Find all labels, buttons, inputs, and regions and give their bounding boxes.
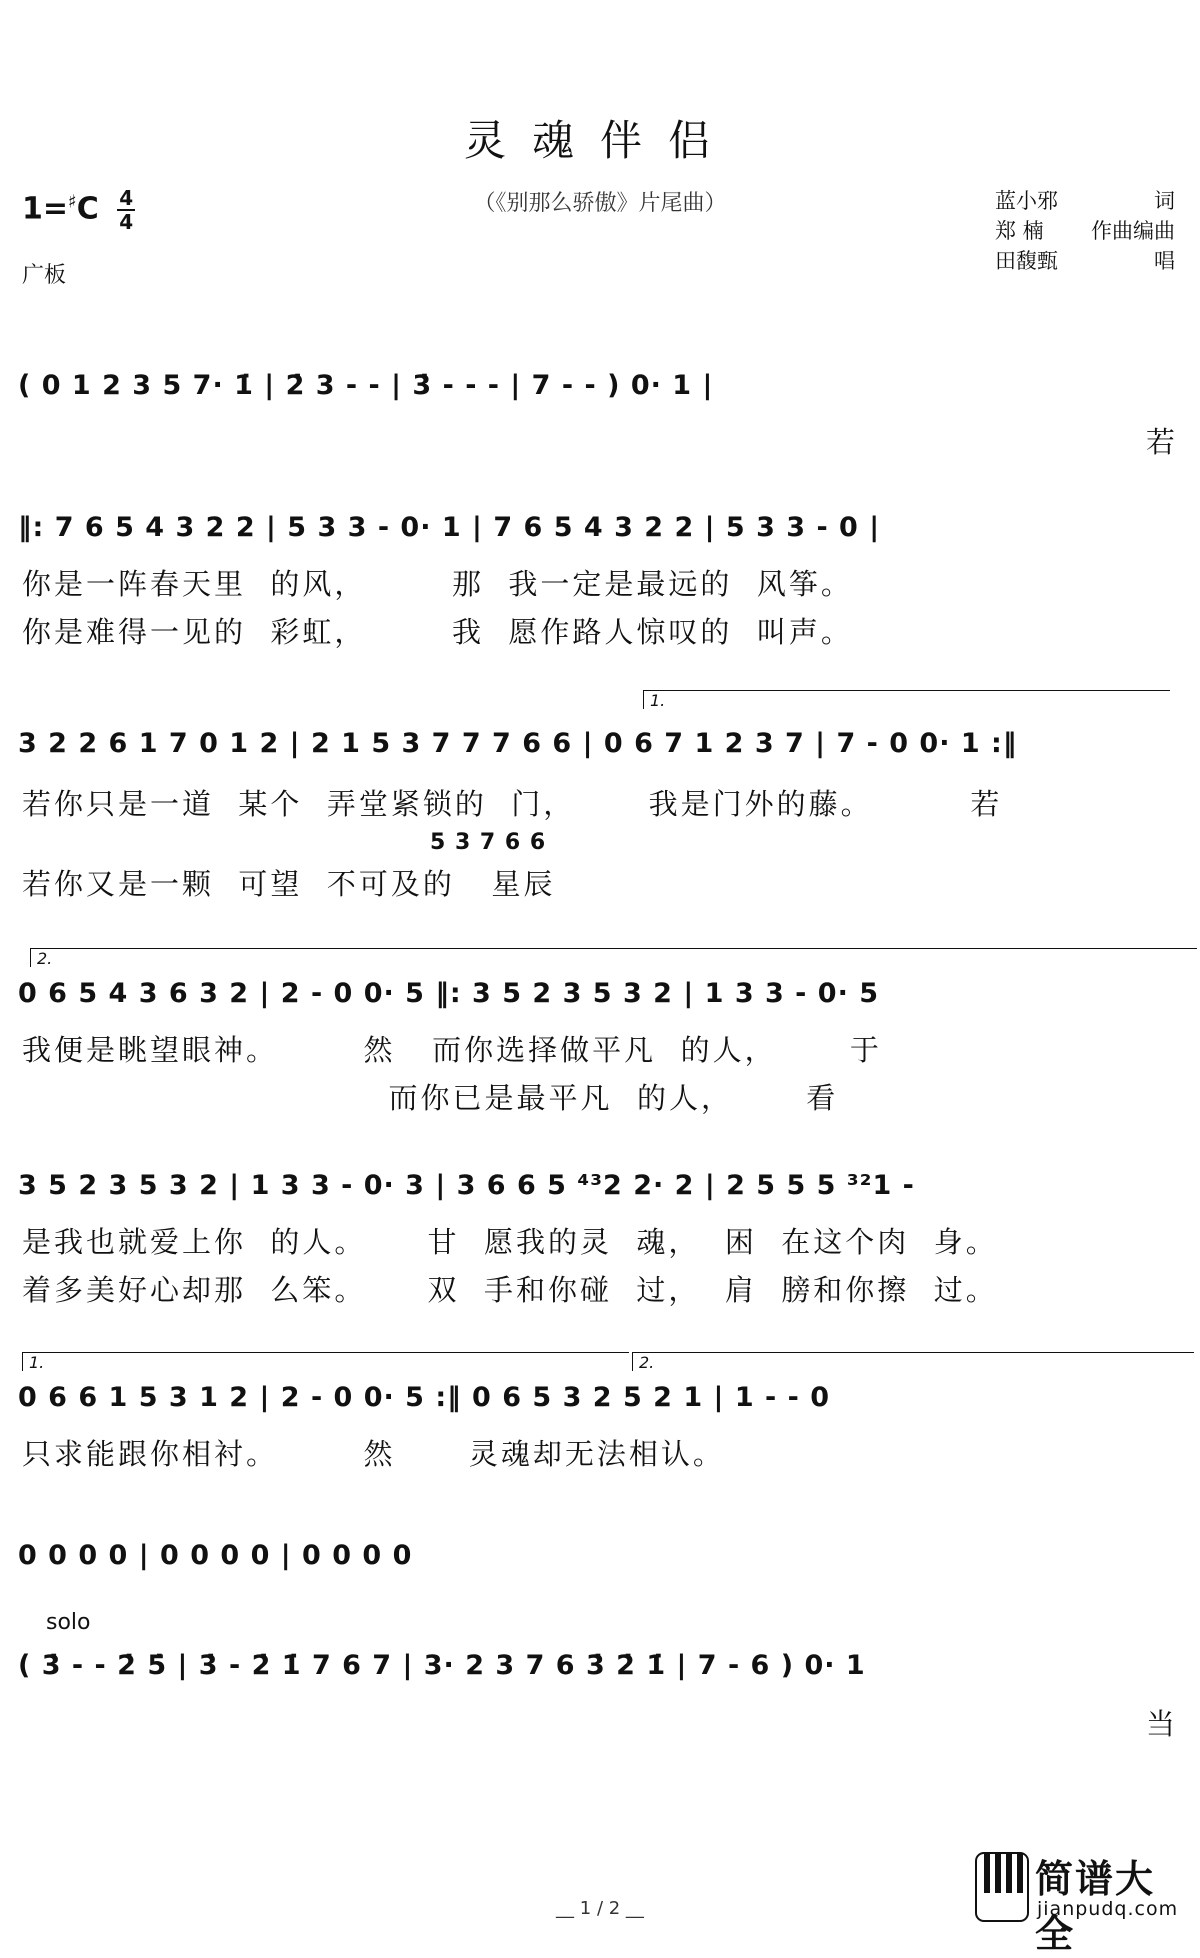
- notation-line: 3 2 2 6 1 7 0 1 2 | 2 1 5 3 7 7 7 6 6 | 0 6 7 1 2 3 7 | 7 - 0 0· 1 :‖: [18, 728, 1018, 759]
- page-number-text: 1 / 2: [579, 1898, 621, 1919]
- notation-line: 0 6 6 1 5 3 1 2 | 2 - 0 0· 5 :‖ 0 6 5 3 2 5 2 1 | 1 - - 0: [18, 1382, 830, 1413]
- logo-url: jianpudq.com: [1037, 1898, 1179, 1920]
- key-signature: [22, 188, 135, 232]
- credit-name: 蓝小邪: [995, 189, 1058, 213]
- song-title: 灵魂伴侣: [463, 116, 736, 165]
- volta-bracket: 1.: [22, 1352, 629, 1371]
- alternate-notes: 5 3 7 6 6: [430, 830, 547, 855]
- time-signature: [117, 188, 135, 232]
- credit-name: 田馥甄: [995, 249, 1058, 273]
- notation-line: 0 6 5 4 3 6 3 2 | 2 - 0 0· 5 ‖: 3 5 2 3 5 3 2 | 1 3 3 - 0· 5: [18, 978, 880, 1009]
- notation-line: 0 0 0 0 | 0 0 0 0 | 0 0 0 0: [18, 1540, 413, 1571]
- time-top: 4: [119, 186, 134, 210]
- lyric-line: 只求能跟你相衬。 然 灵魂却无法相认。: [22, 1437, 725, 1471]
- credit-lyricist: [995, 186, 1175, 216]
- credits: [995, 186, 1175, 276]
- lyric-line: 若你又是一颗 可望 不可及的 星辰: [22, 867, 556, 901]
- logo-name: 简谱大全: [1035, 1857, 1156, 1956]
- time-bottom: 4: [119, 210, 134, 234]
- credit-name: 郑 楠: [995, 219, 1044, 243]
- lyric-line: 你是一阵春天里 的风， 那 我一定是最远的 风筝。: [22, 567, 853, 601]
- lyric-line: 你是难得一见的 彩虹， 我 愿作路人惊叹的 叫声。: [22, 615, 853, 649]
- page-number: __ 1 / 2 __: [556, 1898, 644, 1919]
- key-letter: C: [76, 191, 99, 227]
- lyric-line: 是我也就爱上你 的人。 甘 愿我的灵 魂， 困 在这个肉 身。: [22, 1225, 998, 1259]
- credit-role: 词: [1154, 189, 1175, 213]
- solo-label: solo: [46, 1610, 91, 1635]
- lyric-line: 若你只是一道 某个 弄堂紧锁的 门， 我是门外的藤。 若: [22, 787, 1003, 821]
- volta-bracket: 2.: [30, 948, 1197, 967]
- lyric-line: 着多美好心却那 么笨。 双 手和你碰 过， 肩 膀和你擦 过。: [22, 1273, 998, 1307]
- key-prefix: 1=: [22, 191, 69, 227]
- sharp-icon: ♯: [68, 191, 77, 213]
- volta-bracket: 1.: [643, 690, 1170, 709]
- lyric-line: 而你已是最平凡 的人， 看: [22, 1081, 839, 1115]
- notation-line: ( 3̇ - - 2̇ 5̇ | 3̇ - 2̇ 1̇ 7 6 7 | 3· 2 3 7 6 3̇ 2̇ 1̇ | 7 - 6 ) 0· 1: [18, 1650, 866, 1681]
- lyric-line: 当: [1145, 1707, 1178, 1741]
- volta-bracket: 2.: [632, 1352, 1194, 1371]
- lyric-line: 若: [1145, 425, 1178, 459]
- notation-line: ‖: 7 6 5 4 3 2 2 | 5 3 3 - 0· 1 | 7 6 5 4 3 2 2 | 5 3 3 - 0 |: [18, 512, 881, 543]
- credit-role: 作曲编曲: [1091, 219, 1175, 243]
- piano-keys-icon: [975, 1852, 1029, 1922]
- credit-role: 唱: [1154, 249, 1175, 273]
- credit-singer: [995, 246, 1175, 276]
- song-subtitle: （《别那么骄傲》片尾曲）: [473, 191, 727, 216]
- notation-line: ( 0 1 2 3 5 7· 1̇ | 2̇ 3 - - | 3̇ - - - | 7 - - ) 0· 1 |: [18, 370, 714, 401]
- lyric-line: 我便是眺望眼神。 然 而你选择做平凡 的人， 于: [22, 1033, 882, 1067]
- site-logo[interactable]: [975, 1848, 1190, 1956]
- credit-composer: [995, 216, 1175, 246]
- notation-line: 3 5 2 3 5 3 2 | 1 3 3 - 0· 3 | 3 6 6 5 ⁴³2 2· 2 | 2 5 5 5 ³²1 -: [18, 1170, 915, 1201]
- tempo-marking: 广板: [22, 263, 67, 288]
